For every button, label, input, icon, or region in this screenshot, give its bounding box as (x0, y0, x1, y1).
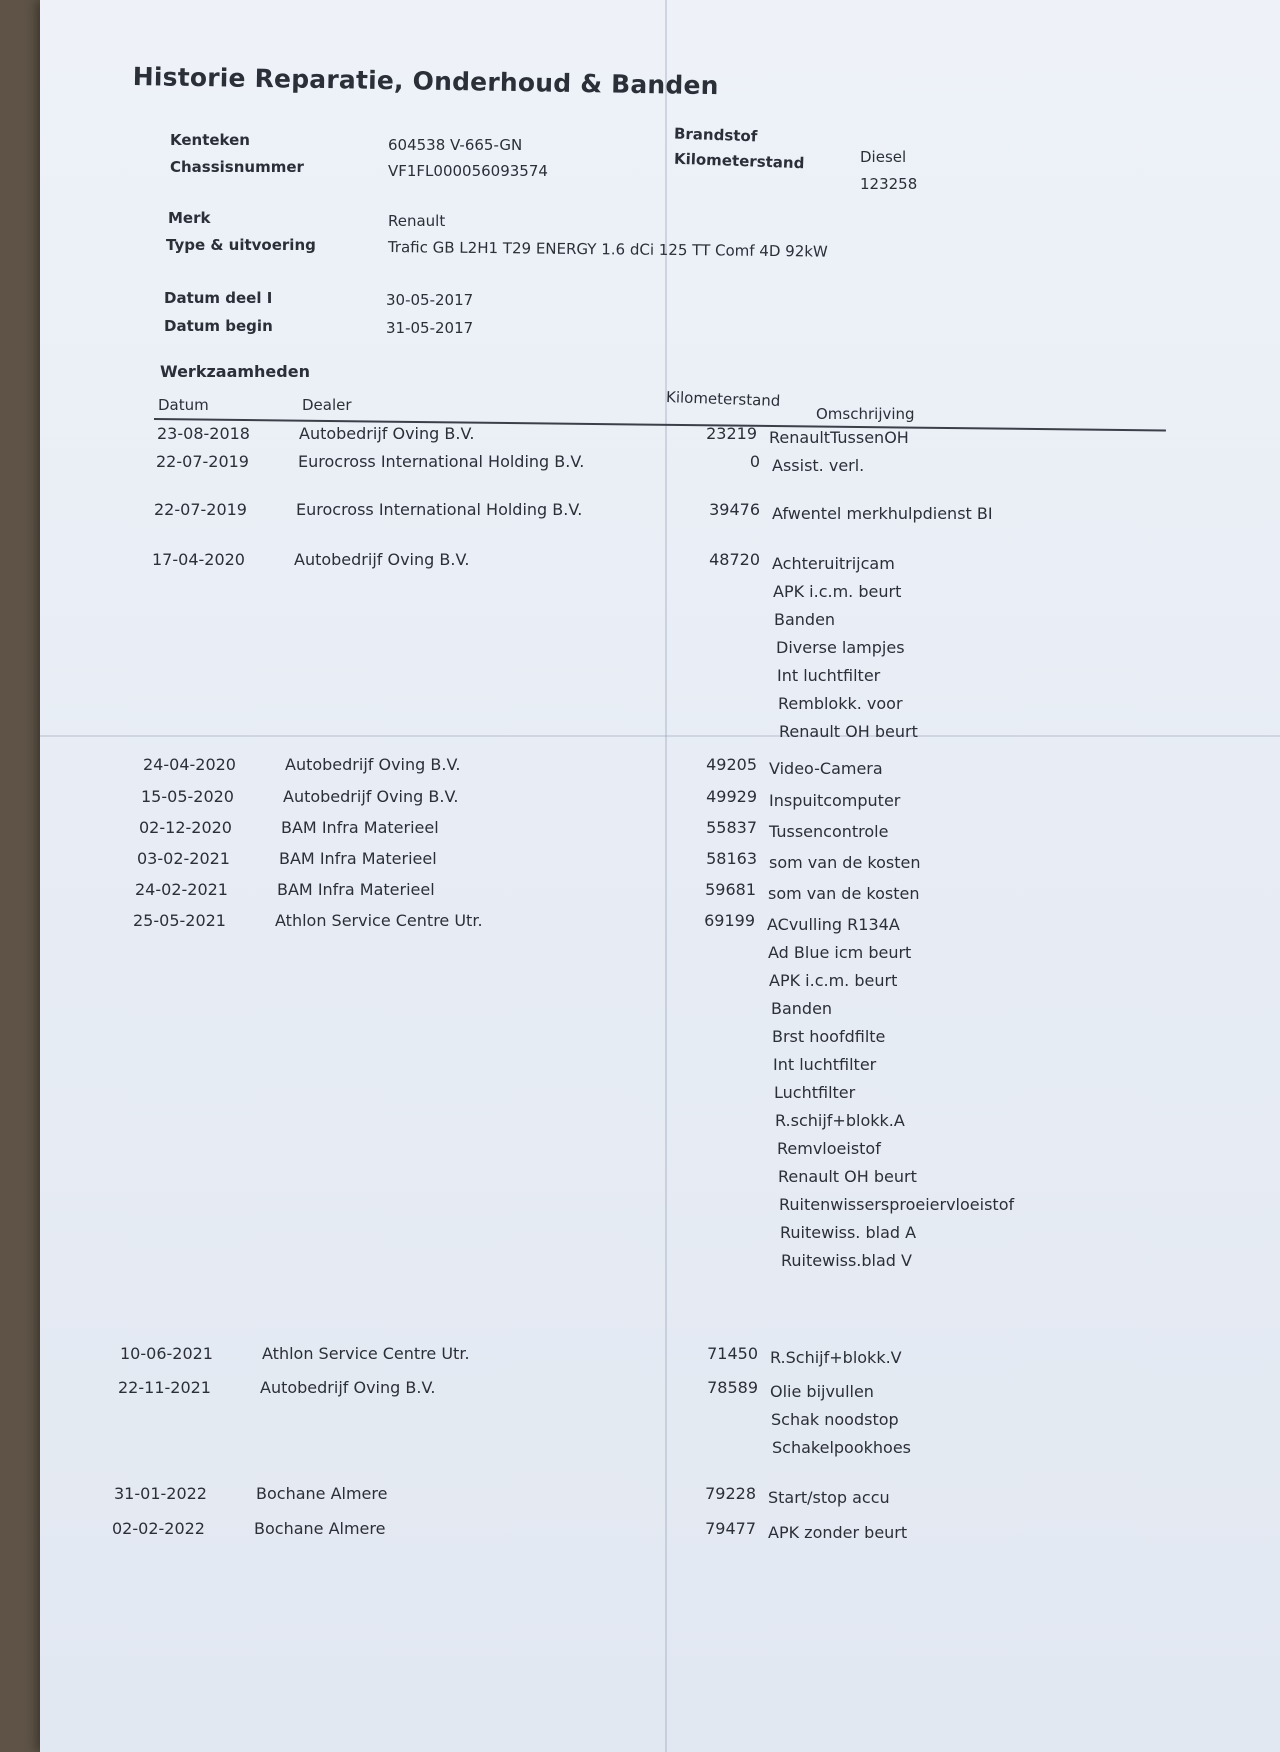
datum-deel-value: 30-05-2017 (386, 291, 474, 309)
row-date: 03-02-2021 (137, 849, 230, 868)
row-dealer: Autobedrijf Oving B.V. (260, 1378, 436, 1397)
omschrijving-item: Assist. verl. (772, 456, 865, 475)
row-kilometerstand: 59681 (705, 880, 756, 899)
row-omschrijving (769, 424, 1099, 452)
chassisnummer-value: VF1FL000056093574 (388, 162, 548, 180)
row-omschrijving (772, 452, 1102, 480)
omschrijving-item: RenaultTussenOH (769, 428, 909, 447)
omschrijving-item: Renault OH beurt (778, 1167, 917, 1186)
row-omschrijving (772, 500, 1102, 528)
omschrijving-item: Ruitewiss.blad V (781, 1251, 912, 1270)
merk-value: Renault (388, 212, 446, 230)
row-date: 24-02-2021 (135, 880, 228, 899)
row-kilometerstand: 79228 (705, 1484, 756, 1503)
row-kilometerstand: 0 (749, 452, 760, 471)
row-kilometerstand: 49929 (706, 787, 757, 806)
type-label: Type & uitvoering (166, 236, 316, 254)
row-date: 02-12-2020 (139, 818, 232, 837)
column-header-omschrijving: Omschrijving (816, 405, 915, 423)
row-date: 15-05-2020 (141, 787, 234, 806)
row-dealer: Bochane Almere (256, 1484, 388, 1503)
row-omschrijving (769, 755, 1099, 783)
row-dealer: Athlon Service Centre Utr. (275, 911, 483, 930)
brandstof-label: Brandstof (673, 124, 758, 146)
row-omschrijving (770, 1378, 1100, 1462)
omschrijving-item: som van de kosten (769, 853, 921, 872)
row-date: 23-08-2018 (157, 424, 250, 443)
row-dealer: Autobedrijf Oving B.V. (299, 424, 475, 443)
row-date: 22-07-2019 (154, 500, 247, 519)
omschrijving-item: som van de kosten (768, 884, 920, 903)
omschrijving-item: Ad Blue icm beurt (768, 943, 912, 962)
omschrijving-item: Brst hoofdfilte (772, 1027, 886, 1046)
row-dealer: Autobedrijf Oving B.V. (283, 787, 459, 806)
row-date: 17-04-2020 (152, 550, 245, 569)
omschrijving-item: Luchtfilter (774, 1083, 856, 1102)
brandstof-value: Diesel (860, 148, 907, 166)
row-omschrijving (770, 1344, 1100, 1372)
row-dealer: Bochane Almere (254, 1519, 386, 1538)
datum-deel-label: Datum deel I (164, 289, 273, 307)
row-dealer: Autobedrijf Oving B.V. (294, 550, 470, 569)
omschrijving-item: APK zonder beurt (768, 1523, 908, 1542)
row-date: 24-04-2020 (143, 755, 236, 774)
omschrijving-item: Achteruitrijcam (772, 554, 895, 573)
column-header-datum: Datum (158, 396, 209, 414)
row-kilometerstand: 23219 (706, 424, 757, 443)
datum-begin-label: Datum begin (164, 317, 273, 335)
row-dealer: Autobedrijf Oving B.V. (285, 755, 461, 774)
omschrijving-item: Tussencontrole (769, 822, 889, 841)
omschrijving-item: Afwentel merkhulpdienst BI (772, 504, 993, 523)
row-dealer: BAM Infra Materieel (281, 818, 439, 837)
omschrijving-item: Video-Camera (769, 759, 883, 778)
omschrijving-item: Renault OH beurt (779, 722, 918, 741)
datum-begin-value: 31-05-2017 (386, 319, 474, 337)
row-omschrijving (767, 911, 1097, 1275)
kilometerstand-value: 123258 (860, 175, 918, 193)
row-dealer: Eurocross International Holding B.V. (298, 452, 585, 471)
row-kilometerstand: 79477 (705, 1519, 756, 1538)
row-date: 10-06-2021 (120, 1344, 213, 1363)
omschrijving-item: Schakelpookhoes (772, 1438, 911, 1457)
document-title: Historie Reparatie, Onderhoud & Banden (132, 62, 719, 101)
row-date: 31-01-2022 (114, 1484, 207, 1503)
kenteken-label: Kenteken (170, 131, 250, 149)
omschrijving-item: Diverse lampjes (776, 638, 905, 657)
omschrijving-item: R.schijf+blokk.A (775, 1111, 905, 1130)
omschrijving-item: Schak noodstop (771, 1410, 899, 1429)
omschrijving-item: Ruitenwissersproeiervloeistof (779, 1195, 1015, 1214)
chassisnummer-label: Chassisnummer (170, 158, 304, 176)
row-omschrijving (769, 787, 1099, 815)
row-omschrijving (769, 849, 1099, 877)
type-value: Trafic GB L2H1 T29 ENERGY 1.6 dCi 125 TT Comf 4D 92kW (387, 238, 828, 261)
row-omschrijving (768, 1519, 1098, 1547)
row-kilometerstand: 58163 (706, 849, 757, 868)
omschrijving-item: Remblokk. voor (778, 694, 903, 713)
row-date: 22-11-2021 (118, 1378, 211, 1397)
kenteken-value: 604538 V-665-GN (388, 136, 523, 154)
omschrijving-item: APK i.c.m. beurt (769, 971, 898, 990)
row-date: 22-07-2019 (156, 452, 249, 471)
row-omschrijving (768, 1484, 1098, 1512)
row-dealer: BAM Infra Materieel (279, 849, 437, 868)
row-omschrijving (772, 550, 1102, 746)
row-dealer: BAM Infra Materieel (277, 880, 435, 899)
omschrijving-item: Int luchtfilter (777, 666, 881, 685)
row-kilometerstand: 39476 (709, 500, 760, 519)
row-kilometerstand: 78589 (707, 1378, 758, 1397)
omschrijving-item: APK i.c.m. beurt (773, 582, 902, 601)
omschrijving-item: Start/stop accu (768, 1488, 890, 1507)
omschrijving-item: Inspuitcomputer (769, 791, 901, 810)
column-header-dealer: Dealer (302, 396, 352, 414)
omschrijving-item: Int luchtfilter (773, 1055, 877, 1074)
row-kilometerstand: 71450 (707, 1344, 758, 1363)
omschrijving-item: Olie bijvullen (770, 1382, 874, 1401)
kilometerstand-label: Kilometerstand (673, 149, 805, 173)
omschrijving-item: R.Schijf+blokk.V (770, 1348, 902, 1367)
merk-label: Merk (168, 209, 211, 227)
column-header-kilometerstand: Kilometerstand (665, 388, 781, 410)
row-kilometerstand: 49205 (706, 755, 757, 774)
row-omschrijving (769, 818, 1099, 846)
omschrijving-item: Banden (771, 999, 833, 1018)
omschrijving-item: Banden (774, 610, 836, 629)
omschrijving-item: Ruitewiss. blad A (780, 1223, 917, 1242)
row-date: 25-05-2021 (133, 911, 226, 930)
row-omschrijving (768, 880, 1098, 908)
row-kilometerstand: 48720 (709, 550, 760, 569)
row-kilometerstand: 55837 (706, 818, 757, 837)
row-date: 02-02-2022 (112, 1519, 205, 1538)
row-dealer: Athlon Service Centre Utr. (262, 1344, 470, 1363)
row-kilometerstand: 69199 (704, 911, 755, 930)
omschrijving-item: Remvloeistof (777, 1139, 881, 1158)
werkzaamheden-title: Werkzaamheden (160, 362, 310, 381)
omschrijving-item: ACvulling R134A (767, 915, 900, 934)
row-dealer: Eurocross International Holding B.V. (296, 500, 583, 519)
